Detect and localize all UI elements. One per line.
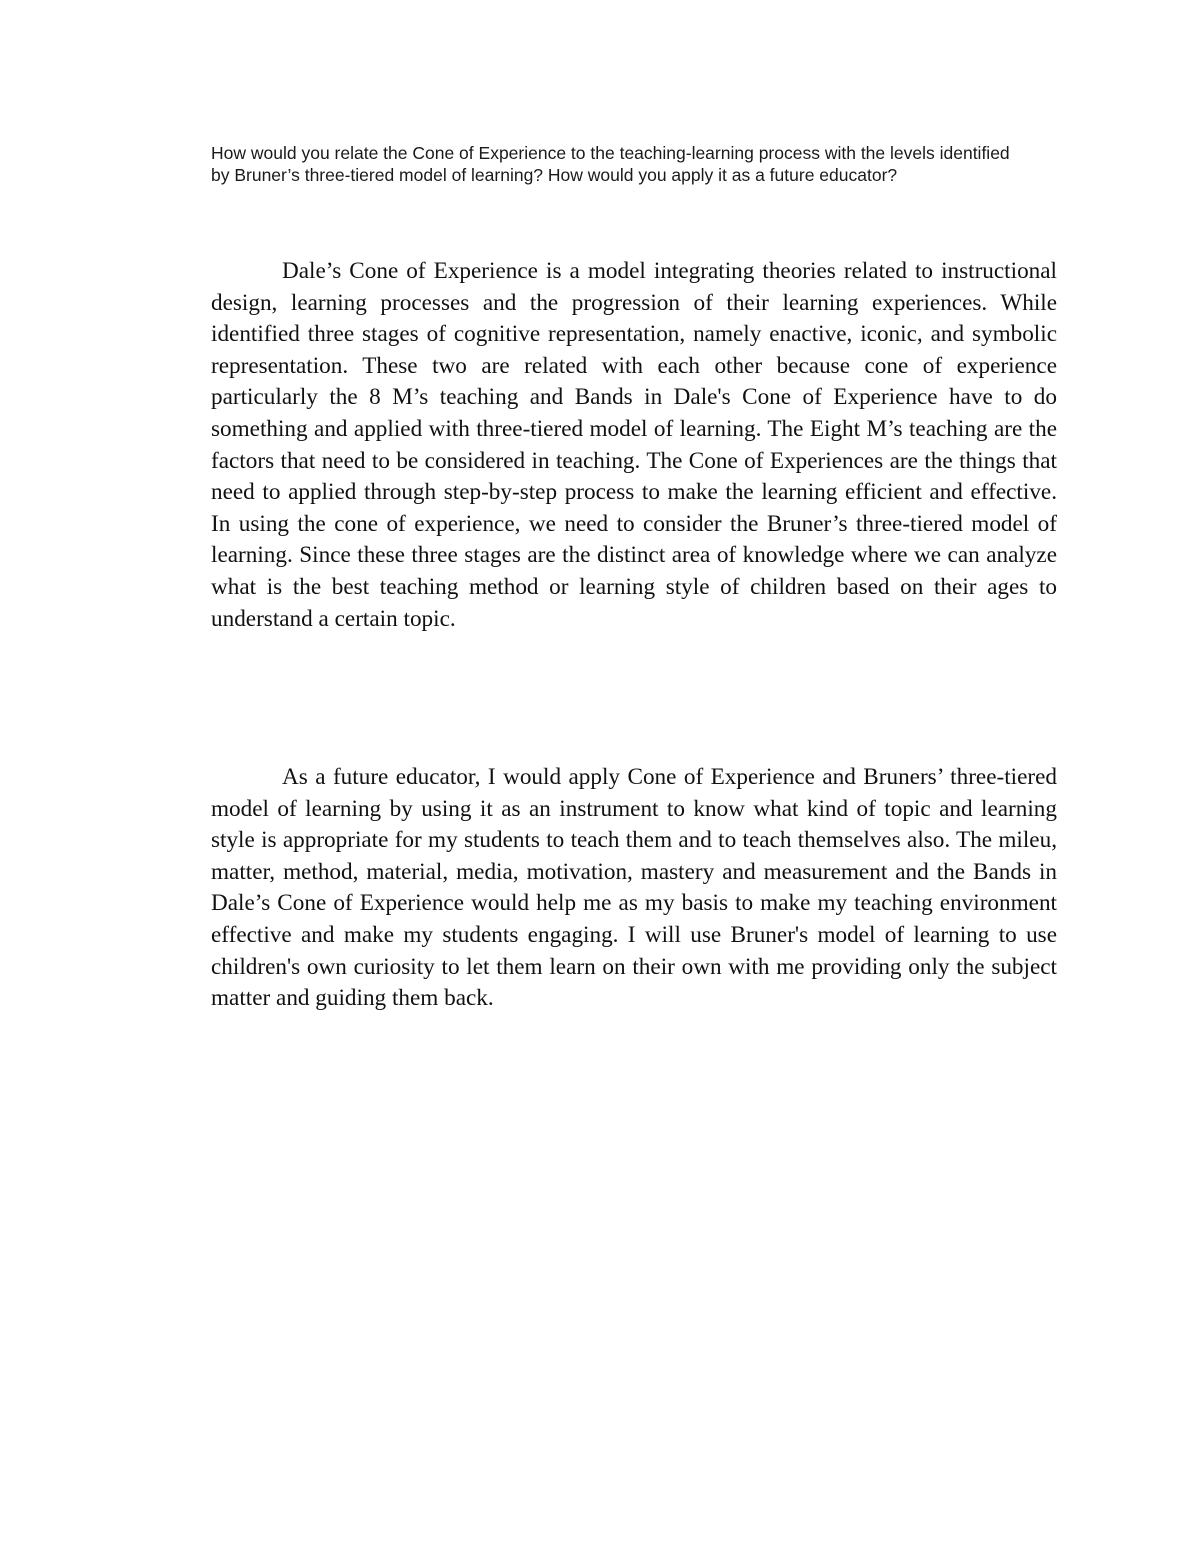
answer-paragraph-1: Dale’s Cone of Experience is a model integrating theories related to instructional design, learning processes and the progression of their learning experiences. While identified three stages of cognitive representation, namely enactive, iconic, and symbolic representation. These two are related with each other because cone of experience particularly the 8 M’s teaching and Bands in Dale's Cone of Experience have to do something and applied with three-tiered model of learning. The Eight M’s teaching are the factors that need to be considered in teaching. The Cone of Experiences are the things that need to applied through step-by-step process to make the learning efficient and effective. In using the cone of experience, we need to consider the Bruner’s three-tiered model of learning. Since these three stages are the distinct area of knowledge where we can analyze what is the best teaching method or learning style of children based on their ages to understand a certain topic. [211,258,1057,632]
question-text: How would you relate the Cone of Experience to the teaching-learning process with the levels identified by Bruner’s three-tiered model of learning? How would you apply it as a future educator? [211,143,1010,185]
answer-paragraph-2: As a future educator, I would apply Cone of Experience and Bruners’ three-tiered model of learning by using it as an instrument to know what kind of topic and learning style is appropriate for my students to teach them and to teach themselves also. The mileu, matter, method, material, media, motivation, mastery and measurement and the Bands in Dale’s Cone of Experience would help me as my basis to make my teaching environment effective and make my students engaging. I will use Bruner's model of learning to use children's own curiosity to let them learn on their own with me providing only the subject matter and guiding them back. [211,764,1057,1012]
